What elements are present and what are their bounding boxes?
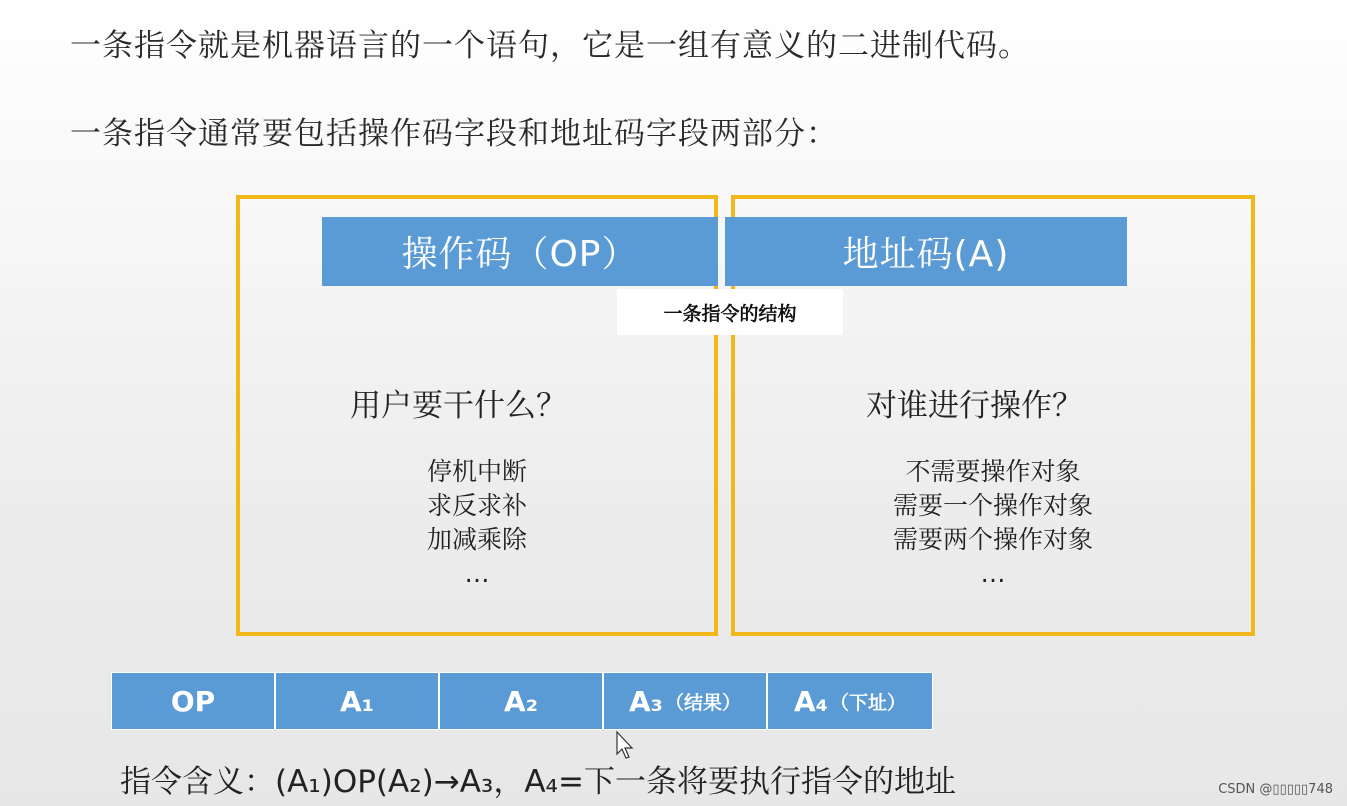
opcode-question: 用户要干什么？: [350, 388, 567, 424]
instruction-meaning: 指令含义：(A₁)OP(A₂)→A₃，A₄=下一条将要执行指令的地址: [120, 764, 956, 800]
opcode-examples: [377, 455, 577, 591]
intro-line-2: 一条指令通常要包括操作码字段和地址码字段两部分：: [70, 116, 838, 152]
format-cell-a3: [604, 673, 768, 729]
opcode-example-item: …: [464, 559, 490, 588]
watermark: CSDN @▯▯▯▯▯748: [1218, 782, 1333, 797]
instruction-format-table: [111, 672, 933, 730]
structure-label: 一条指令的结构: [617, 289, 843, 335]
format-cell-label: A₃: [629, 684, 663, 718]
format-cell-note: （结果）: [664, 691, 741, 714]
format-cell-label: A₁: [340, 684, 374, 718]
opcode-example-item: 停机中断: [426, 457, 527, 486]
format-cell-note: （下址）: [829, 691, 906, 714]
format-cell-label: A₄: [794, 684, 828, 718]
intro-line-1: 一条指令就是机器语言的一个语句，它是一组有意义的二进制代码。: [70, 28, 1030, 64]
format-cell-a4: [768, 673, 932, 729]
format-cell-a2: [440, 673, 604, 729]
address-example-item: 需要一个操作对象: [892, 491, 1093, 520]
address-example-item: 需要两个操作对象: [892, 525, 1093, 554]
opcode-example-item: 加减乘除: [426, 525, 527, 554]
address-example-item: 不需要操作对象: [905, 457, 1081, 486]
format-cell-label: A₂: [504, 684, 538, 718]
format-cell-label: OP: [170, 684, 216, 718]
mouse-cursor-icon: [616, 731, 636, 761]
address-examples: [868, 455, 1118, 591]
format-cell-a1: [276, 673, 440, 729]
opcode-header: 操作码（OP）: [322, 217, 718, 286]
opcode-example-item: 求反求补: [426, 491, 527, 520]
format-cell-op: [112, 673, 276, 729]
address-example-item: …: [980, 559, 1006, 588]
address-question: 对谁进行操作？: [866, 388, 1083, 424]
address-header: 地址码(A): [725, 217, 1127, 286]
